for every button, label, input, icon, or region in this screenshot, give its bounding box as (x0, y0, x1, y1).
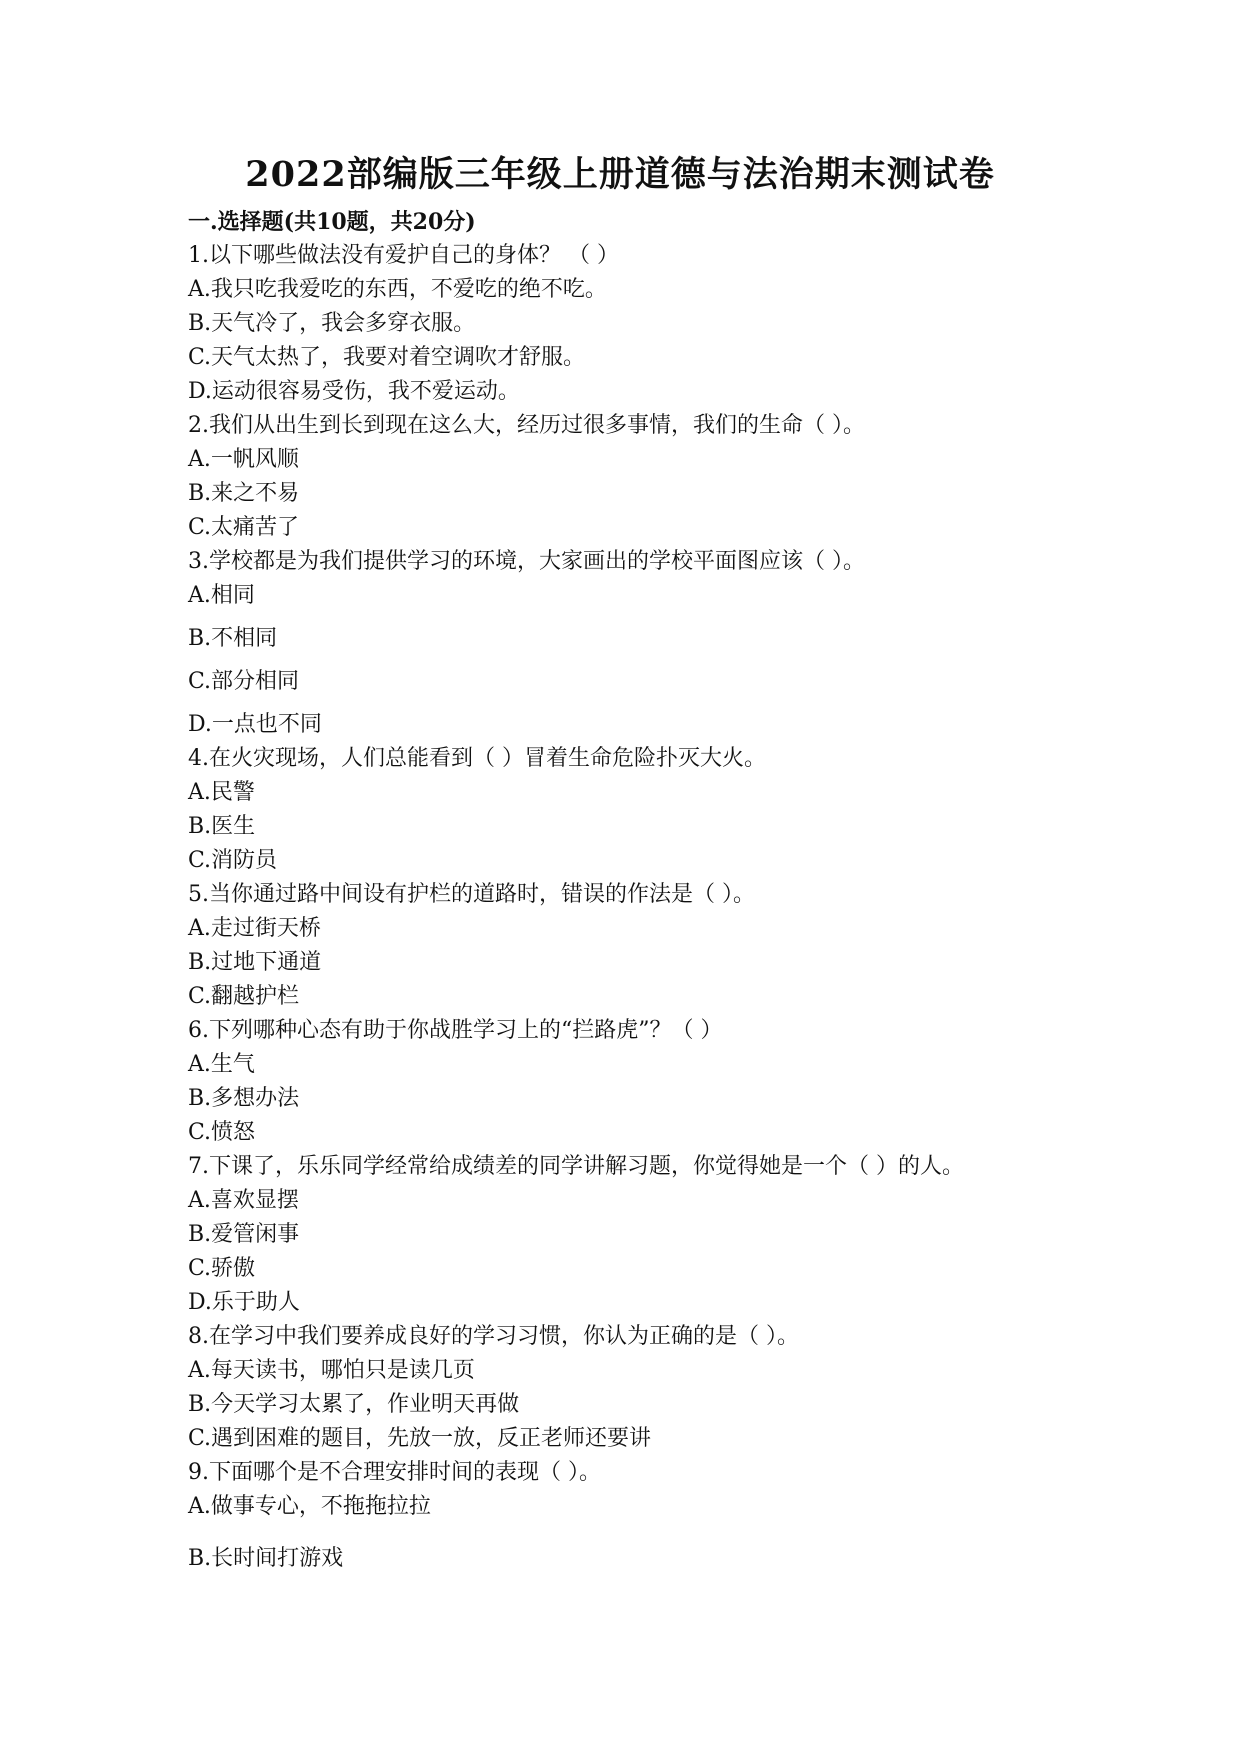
question-5: 5.当你通过路中间设有护栏的道路时，错误的作法是（ ）。 (188, 882, 755, 907)
question-1-option-c: C.天气太热了，我要对着空调吹才舒服。 (188, 345, 586, 370)
question-6-option-a: A.生气 (188, 1052, 255, 1077)
question-3-option-d: D.一点也不同 (188, 712, 322, 737)
question-3: 3.学校都是为我们提供学习的环境，大家画出的学校平面图应该（ ）。 (188, 549, 865, 574)
question-7-option-b: B.爱管闲事 (188, 1222, 300, 1247)
question-5-option-a: A.走过街天桥 (188, 916, 321, 941)
question-7-option-a: A.喜欢显摆 (188, 1188, 299, 1213)
question-6-option-b: B.多想办法 (188, 1086, 300, 1111)
question-6: 6.下列哪种心态有助于你战胜学习上的“拦路虎”？（ ） (188, 1018, 723, 1043)
question-1-option-b: B.天气冷了，我会多穿衣服。 (188, 311, 476, 336)
question-1-option-a: A.我只吃我爱吃的东西，不爱吃的绝不吃。 (188, 277, 607, 302)
question-7-option-d: D.乐于助人 (188, 1290, 300, 1315)
question-2-option-b: B.来之不易 (188, 481, 300, 506)
question-8-option-b: B.今天学习太累了，作业明天再做 (188, 1392, 520, 1417)
question-2-option-a: A.一帆风顺 (188, 447, 299, 472)
section-heading: 一.选择题(共10题，共20分) (188, 209, 476, 235)
question-4-option-a: A.民警 (188, 780, 255, 805)
question-4-option-c: C.消防员 (188, 848, 278, 873)
question-5-option-b: B.过地下通道 (188, 950, 322, 975)
question-2-option-c: C.太痛苦了 (188, 515, 300, 540)
question-1: 1.以下哪些做法没有爱护自己的身体？ （ ） (188, 243, 619, 268)
question-9-option-b: B.长时间打游戏 (188, 1546, 344, 1571)
question-9-option-a: A.做事专心，不拖拖拉拉 (188, 1494, 431, 1519)
exam-title: 2022部编版三年级上册道德与法治期末测试卷 (245, 154, 995, 195)
question-7: 7.下课了，乐乐同学经常给成绩差的同学讲解习题，你觉得她是一个（ ）的人。 (188, 1154, 964, 1179)
question-3-option-c: C.部分相同 (188, 669, 300, 694)
question-9: 9.下面哪个是不合理安排时间的表现（ ）。 (188, 1460, 601, 1485)
question-4-option-b: B.医生 (188, 814, 256, 839)
question-2: 2.我们从出生到长到现在这么大，经历过很多事情，我们的生命（ ）。 (188, 413, 865, 438)
question-3-option-b: B.不相同 (188, 626, 278, 651)
question-8-option-c: C.遇到困难的题目，先放一放，反正老师还要讲 (188, 1426, 652, 1451)
question-8-option-a: A.每天读书，哪怕只是读几页 (188, 1358, 475, 1383)
question-5-option-c: C.翻越护栏 (188, 984, 300, 1009)
question-6-option-c: C.愤怒 (188, 1120, 256, 1145)
question-1-option-d: D.运动很容易受伤，我不爱运动。 (188, 379, 520, 404)
question-3-option-a: A.相同 (188, 583, 255, 608)
question-4: 4.在火灾现场，人们总能看到（ ）冒着生命危险扑灭大火。 (188, 746, 766, 771)
question-8: 8.在学习中我们要养成良好的学习习惯，你认为正确的是（ ）。 (188, 1324, 799, 1349)
question-7-option-c: C.骄傲 (188, 1256, 256, 1281)
